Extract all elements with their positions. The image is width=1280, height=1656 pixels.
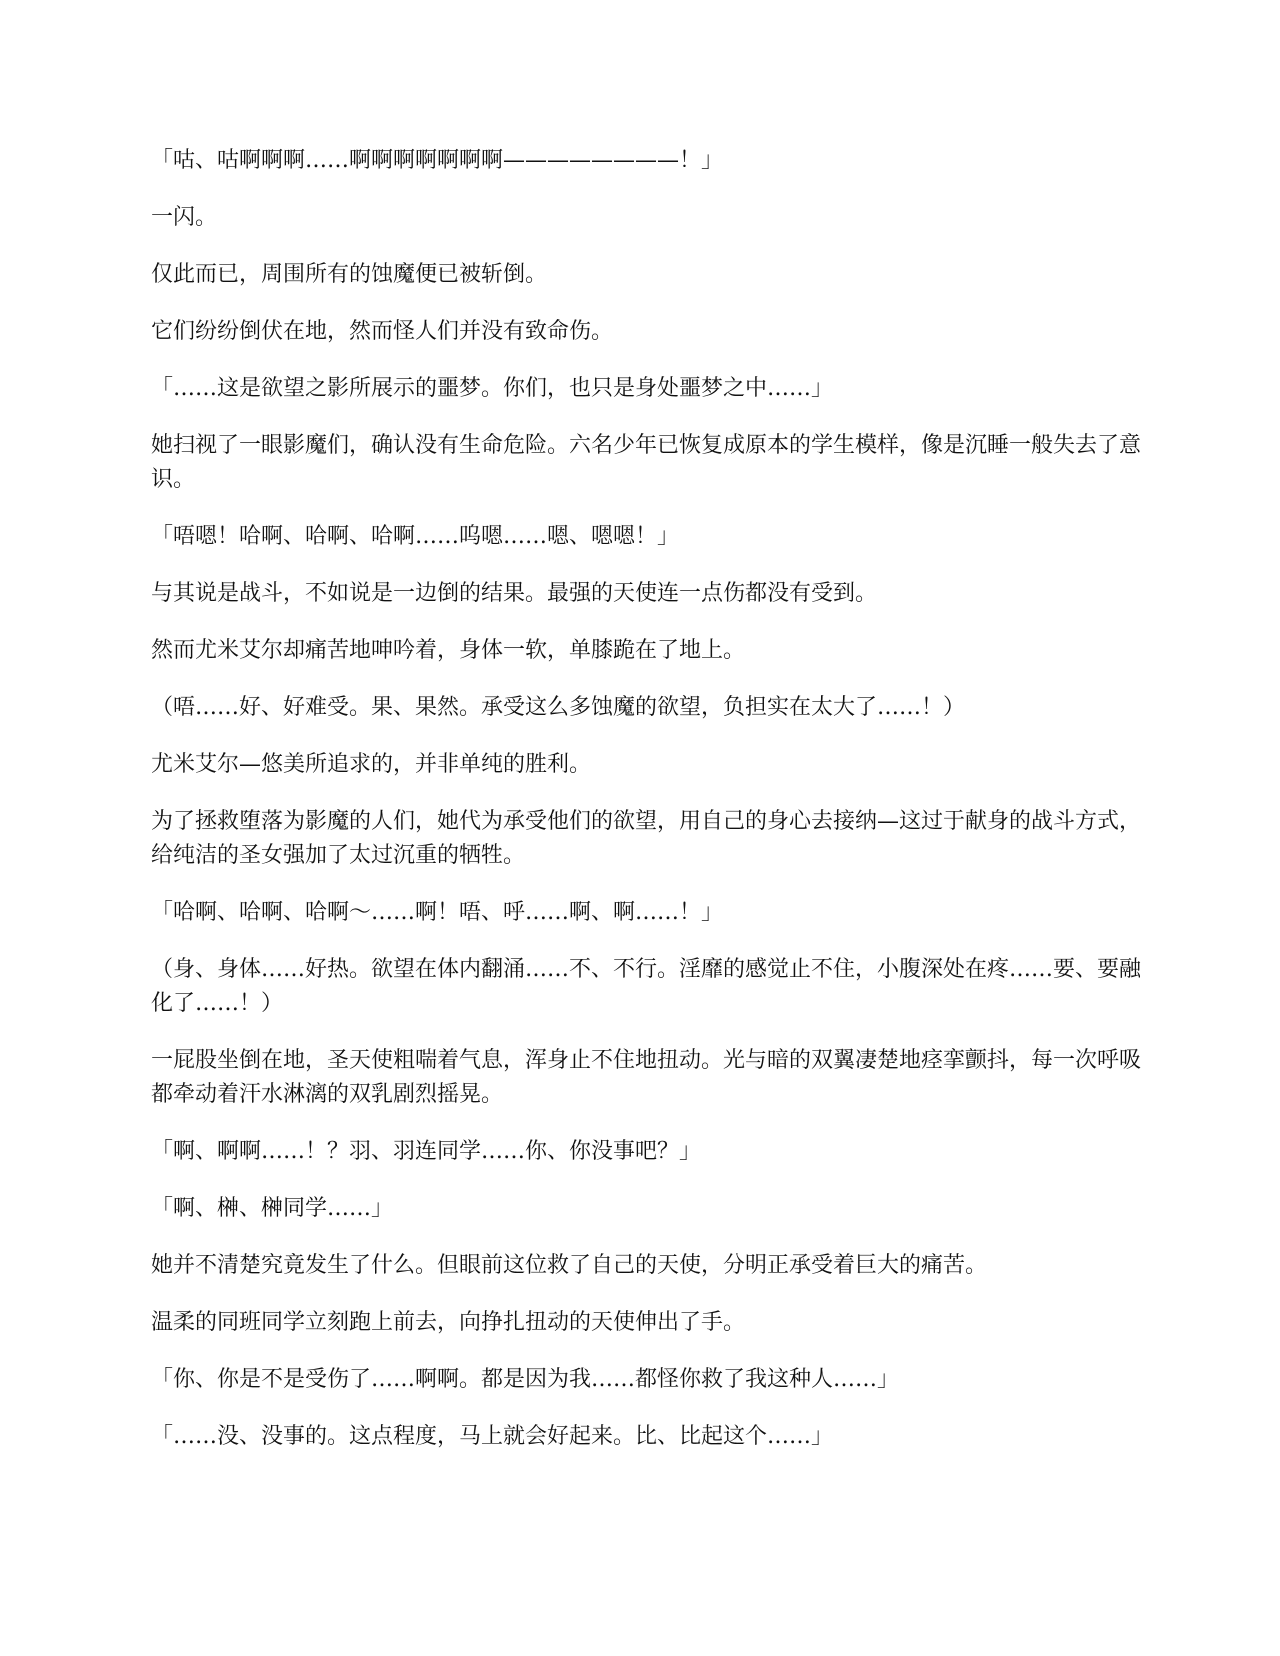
paragraph: （身、身体……好热。欲望在体内翻涌……不、不行。淫靡的感觉止不住，小腹深处在疼……要、要融化了……！） — [151, 957, 1142, 1016]
paragraph: 她扫视了一眼影魔们，确认没有生命危险。六名少年已恢复成原本的学生模样，像是沉睡一般失去了意识。 — [151, 433, 1142, 492]
body-text — [151, 144, 1141, 1477]
paragraph: 它们纷纷倒伏在地，然而怪人们并没有致命伤。 — [151, 319, 614, 344]
paragraph: 「唔嗯！哈啊、哈啊、哈啊……呜嗯……嗯、嗯嗯！」 — [151, 524, 680, 549]
paragraph: 与其说是战斗，不如说是一边倒的结果。最强的天使连一点伤都没有受到。 — [151, 581, 878, 606]
paragraph: 「咕、咕啊啊啊……啊啊啊啊啊啊啊————————！」 — [151, 148, 724, 173]
paragraph: 一屁股坐倒在地，圣天使粗喘着气息，浑身止不住地扭动。光与暗的双翼凄楚地痉挛颤抖，每一次呼吸都牵动着汗水淋漓的双乳剧烈摇晃。 — [151, 1048, 1142, 1107]
paragraph: 仅此而已，周围所有的蚀魔便已被斩倒。 — [151, 262, 548, 287]
paragraph: 她并不清楚究竟发生了什么。但眼前这位救了自己的天使，分明正承受着巨大的痛苦。 — [151, 1253, 988, 1278]
paragraph: （唔……好、好难受。果、果然。承受这么多蚀魔的欲望，负担实在太大了……！） — [151, 695, 966, 720]
paragraph: 「啊、啊啊……！？羽、羽连同学……你、你没事吧？」 — [151, 1139, 702, 1164]
paragraph: 一闪。 — [151, 205, 218, 230]
paragraph: 然而尤米艾尔却痛苦地呻吟着，身体一软，单膝跪在了地上。 — [151, 638, 746, 663]
paragraph: 「……没、没事的。这点程度，马上就会好起来。比、比起这个……」 — [151, 1424, 834, 1449]
paragraph: 温柔的同班同学立刻跑上前去，向挣扎扭动的天使伸出了手。 — [151, 1310, 746, 1335]
paragraph: 「哈啊、哈啊、哈啊～……啊！唔、呼……啊、啊……！」 — [151, 900, 724, 925]
paragraph: 「……这是欲望之影所展示的噩梦。你们，也只是身处噩梦之中……」 — [151, 376, 834, 401]
paragraph: 为了拯救堕落为影魔的人们，她代为承受他们的欲望，用自己的身心去接纳—这过于献身的战斗方式，给纯洁的圣女强加了太过沉重的牺牲。 — [151, 809, 1142, 868]
paragraph: 「你、你是不是受伤了……啊啊。都是因为我……都怪你救了我这种人……」 — [151, 1367, 900, 1392]
paragraph: 尤米艾尔—悠美所追求的，并非单纯的胜利。 — [151, 752, 592, 777]
paragraph: 「啊、榊、榊同学……」 — [151, 1196, 394, 1221]
